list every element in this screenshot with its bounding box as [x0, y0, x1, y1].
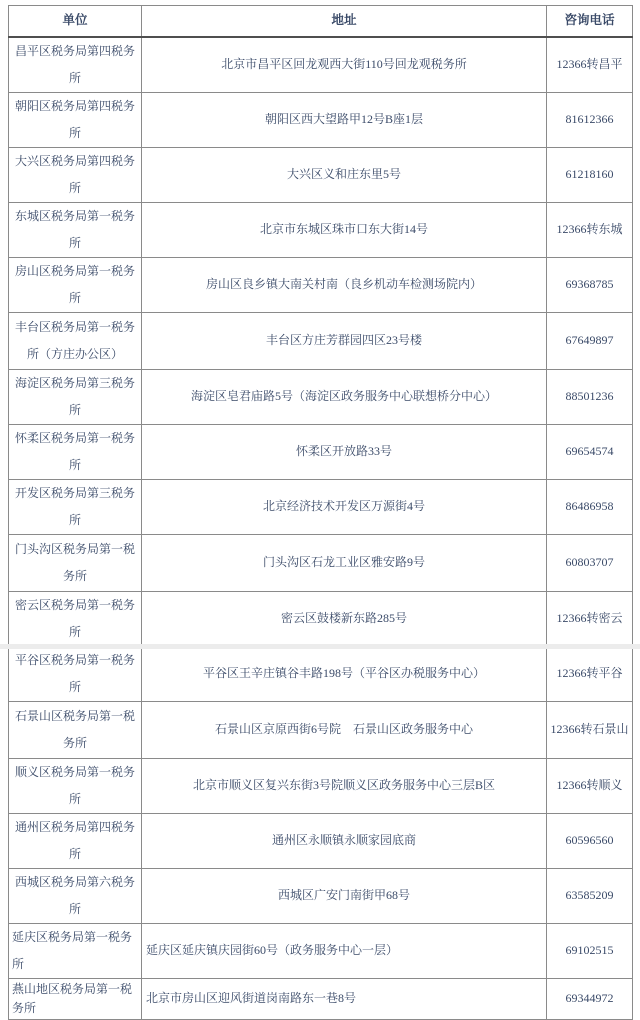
unit-cell: 门头沟区税务局第一税务所: [9, 534, 142, 591]
unit-cell: 延庆区税务局第一税务所: [9, 923, 142, 978]
table-row: [9, 868, 633, 923]
unit-cell: 海淀区税务局第三税务所: [9, 369, 142, 424]
table-row: [9, 534, 633, 591]
header-row: [9, 6, 633, 37]
header-address: 地址: [142, 6, 547, 37]
addr-cell: 平谷区王辛庄镇谷丰路198号（平谷区办税服务中心）: [142, 646, 547, 701]
phone-cell: 12366转昌平: [547, 37, 633, 93]
addr-cell: 北京经济技术开发区万源街4号: [142, 479, 547, 534]
table-row: [9, 591, 633, 646]
phone-cell: 63585209: [547, 868, 633, 923]
table-row: [9, 257, 633, 312]
phone-cell: 61218160: [547, 147, 633, 202]
table-row: [9, 202, 633, 257]
table-body: [9, 37, 633, 1020]
addr-cell: 北京市东城区珠市口东大街14号: [142, 202, 547, 257]
table-header: [9, 6, 633, 37]
table-row: [9, 923, 633, 978]
addr-cell: 怀柔区开放路33号: [142, 424, 547, 479]
unit-cell: 石景山区税务局第一税务所: [9, 701, 142, 758]
table-row: [9, 37, 633, 93]
phone-cell: 67649897: [547, 312, 633, 369]
phone-cell: 12366转平谷: [547, 646, 633, 701]
table-row: [9, 646, 633, 701]
phone-cell: 69102515: [547, 923, 633, 978]
table-row: [9, 479, 633, 534]
addr-cell: 石景山区京原西街6号院 石景山区政务服务中心: [142, 701, 547, 758]
unit-cell: 朝阳区税务局第四税务所: [9, 92, 142, 147]
unit-cell: 西城区税务局第六税务所: [9, 868, 142, 923]
phone-cell: 69654574: [547, 424, 633, 479]
table-row: [9, 147, 633, 202]
addr-cell: 北京市房山区迎风街道岗南路东一巷8号: [142, 978, 547, 1019]
addr-cell: 通州区永顺镇永顺家园底商: [142, 813, 547, 868]
bottom-strip: [0, 644, 640, 649]
unit-cell: 开发区税务局第三税务所: [9, 479, 142, 534]
phone-cell: 69344972: [547, 978, 633, 1019]
addr-cell: 丰台区方庄芳群园四区23号楼: [142, 312, 547, 369]
table-row: [9, 424, 633, 479]
addr-cell: 西城区广安门南街甲68号: [142, 868, 547, 923]
table-row: [9, 978, 633, 1019]
unit-cell: 昌平区税务局第四税务所: [9, 37, 142, 93]
addr-cell: 北京市顺义区复兴东街3号院顺义区政务服务中心三层B区: [142, 758, 547, 813]
unit-cell: 平谷区税务局第一税务所: [9, 646, 142, 701]
phone-cell: 12366转东城: [547, 202, 633, 257]
unit-cell: 密云区税务局第一税务所: [9, 591, 142, 646]
phone-cell: 12366转密云: [547, 591, 633, 646]
phone-cell: 88501236: [547, 369, 633, 424]
table-row: [9, 369, 633, 424]
addr-cell: 门头沟区石龙工业区雅安路9号: [142, 534, 547, 591]
table-row: [9, 312, 633, 369]
header-phone: 咨询电话: [547, 6, 633, 37]
unit-cell: 大兴区税务局第四税务所: [9, 147, 142, 202]
table-row: [9, 701, 633, 758]
addr-cell: 延庆区延庆镇庆园街60号（政务服务中心一层）: [142, 923, 547, 978]
addr-cell: 密云区鼓楼新东路285号: [142, 591, 547, 646]
phone-cell: 12366转顺义: [547, 758, 633, 813]
addr-cell: 大兴区义和庄东里5号: [142, 147, 547, 202]
unit-cell: 房山区税务局第一税务所: [9, 257, 142, 312]
phone-cell: 60596560: [547, 813, 633, 868]
unit-cell: 怀柔区税务局第一税务所: [9, 424, 142, 479]
phone-cell: 81612366: [547, 92, 633, 147]
addr-cell: 海淀区皂君庙路5号（海淀区政务服务中心联想桥分中心）: [142, 369, 547, 424]
phone-cell: 12366转石景山: [547, 701, 633, 758]
unit-cell: 东城区税务局第一税务所: [9, 202, 142, 257]
tax-office-table: [8, 5, 633, 1020]
phone-cell: 60803707: [547, 534, 633, 591]
table-row: [9, 813, 633, 868]
unit-cell: 丰台区税务局第一税务所（方庄办公区）: [9, 312, 142, 369]
addr-cell: 朝阳区西大望路甲12号B座1层: [142, 92, 547, 147]
header-unit: 单位: [9, 6, 142, 37]
unit-cell: 通州区税务局第四税务所: [9, 813, 142, 868]
phone-cell: 69368785: [547, 257, 633, 312]
table-row: [9, 92, 633, 147]
addr-cell: 北京市昌平区回龙观西大街110号回龙观税务所: [142, 37, 547, 93]
addr-cell: 房山区良乡镇大南关村南（良乡机动车检测场院内）: [142, 257, 547, 312]
table-row: [9, 758, 633, 813]
unit-cell: 燕山地区税务局第一税务所: [9, 978, 142, 1019]
unit-cell: 顺义区税务局第一税务所: [9, 758, 142, 813]
phone-cell: 86486958: [547, 479, 633, 534]
